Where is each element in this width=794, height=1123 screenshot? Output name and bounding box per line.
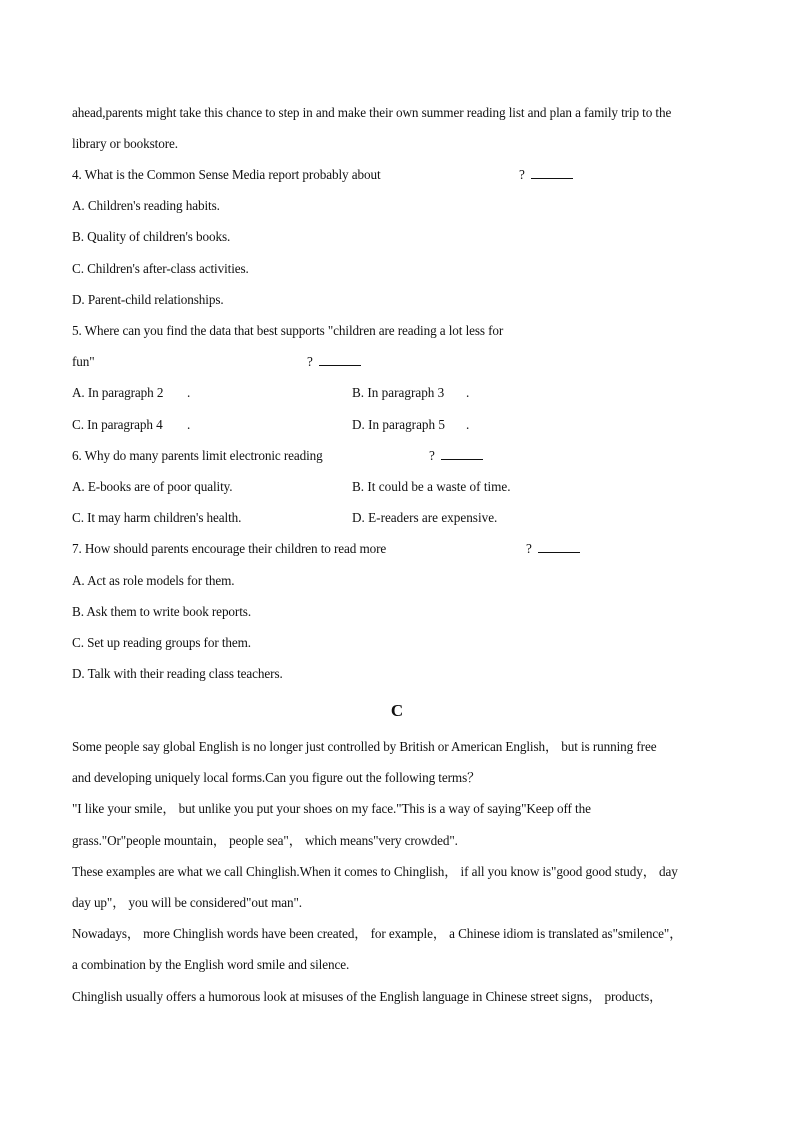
question-4-option-d: D. Parent-child relationships.	[72, 292, 224, 307]
option-dot: .	[466, 417, 470, 432]
answer-line	[531, 167, 573, 179]
passage-line: ahead,parents might take this chance to step in and make their own summer reading list and plan a family trip to the	[72, 105, 672, 120]
section-c-line: These examples are what we call Chinglish.When it comes to Chinglish， if all you know is"good good study， day	[72, 864, 678, 879]
question-4-stem: 4. What is the Common Sense Media report probably about	[72, 167, 381, 182]
question-6-option-d: D. E-readers are expensive.	[352, 510, 498, 525]
question-6-option-a: A. E-books are of poor quality.	[72, 479, 233, 494]
question-7-stem: 7. How should parents encourage their children to read more	[72, 541, 387, 556]
question-7-option-c: C. Set up reading groups for them.	[72, 635, 251, 650]
section-c-heading: C	[390, 701, 404, 720]
section-c-line: and developing uniquely local forms.Can you figure out the following terms？	[72, 770, 481, 785]
question-7-answer-blank[interactable]	[526, 541, 580, 557]
answer-line	[319, 354, 361, 366]
question-7-option-d: D. Talk with their reading class teachers.	[72, 666, 283, 681]
question-4-option-b: B. Quality of children's books.	[72, 229, 231, 244]
section-c-line: grass."Or"people mountain， people sea"， which means"very crowded".	[72, 833, 458, 848]
section-c-line: "I like your smile， but unlike you put your shoes on my face."This is a way of saying"Keep off the	[72, 801, 591, 816]
question-4-option-a: A. Children's reading habits.	[72, 198, 220, 213]
question-5-option-d: D. In paragraph 5	[352, 417, 446, 432]
question-mark: ?	[526, 541, 532, 556]
question-5-answer-blank[interactable]	[307, 354, 361, 370]
question-6-stem: 6. Why do many parents limit electronic reading	[72, 448, 323, 463]
option-dot: .	[187, 417, 191, 432]
section-c-line: Chinglish usually offers a humorous look at misuses of the English language in Chinese street signs， products，	[72, 989, 663, 1004]
question-4-option-c: C. Children's after-class activities.	[72, 261, 249, 276]
question-4-answer-blank[interactable]	[519, 167, 573, 183]
answer-line	[441, 448, 483, 460]
option-dot: .	[187, 385, 191, 400]
section-c-line: a combination by the English word smile and silence.	[72, 957, 350, 972]
section-c-line: Some people say global English is no longer just controlled by British or American English， but is running free	[72, 739, 657, 754]
question-7-option-b: B. Ask them to write book reports.	[72, 604, 252, 619]
section-c-line: Nowadays， more Chinglish words have been created， for example， a Chinese idiom is translated as"smilence"，	[72, 926, 683, 941]
section-c-line: day up"， you will be considered"out man".	[72, 895, 302, 910]
question-mark: ?	[307, 354, 313, 369]
question-7-option-a: A. Act as role models for them.	[72, 573, 235, 588]
question-5-stem: 5. Where can you find the data that best supports "children are reading a lot less for	[72, 323, 504, 338]
question-mark: ?	[429, 448, 435, 463]
question-6-option-c: C. It may harm children's health.	[72, 510, 242, 525]
question-5-option-c: C. In paragraph 4	[72, 417, 163, 432]
answer-line	[538, 541, 580, 553]
question-5-stem-cont: fun"	[72, 354, 95, 369]
passage-line: library or bookstore.	[72, 136, 178, 151]
question-6-option-b: B. It could be a waste of time.	[352, 479, 511, 494]
question-5-option-a: A. In paragraph 2	[72, 385, 164, 400]
question-6-answer-blank[interactable]	[429, 448, 483, 464]
option-dot: .	[466, 385, 470, 400]
question-mark: ?	[519, 167, 525, 182]
question-5-option-b: B. In paragraph 3	[352, 385, 445, 400]
